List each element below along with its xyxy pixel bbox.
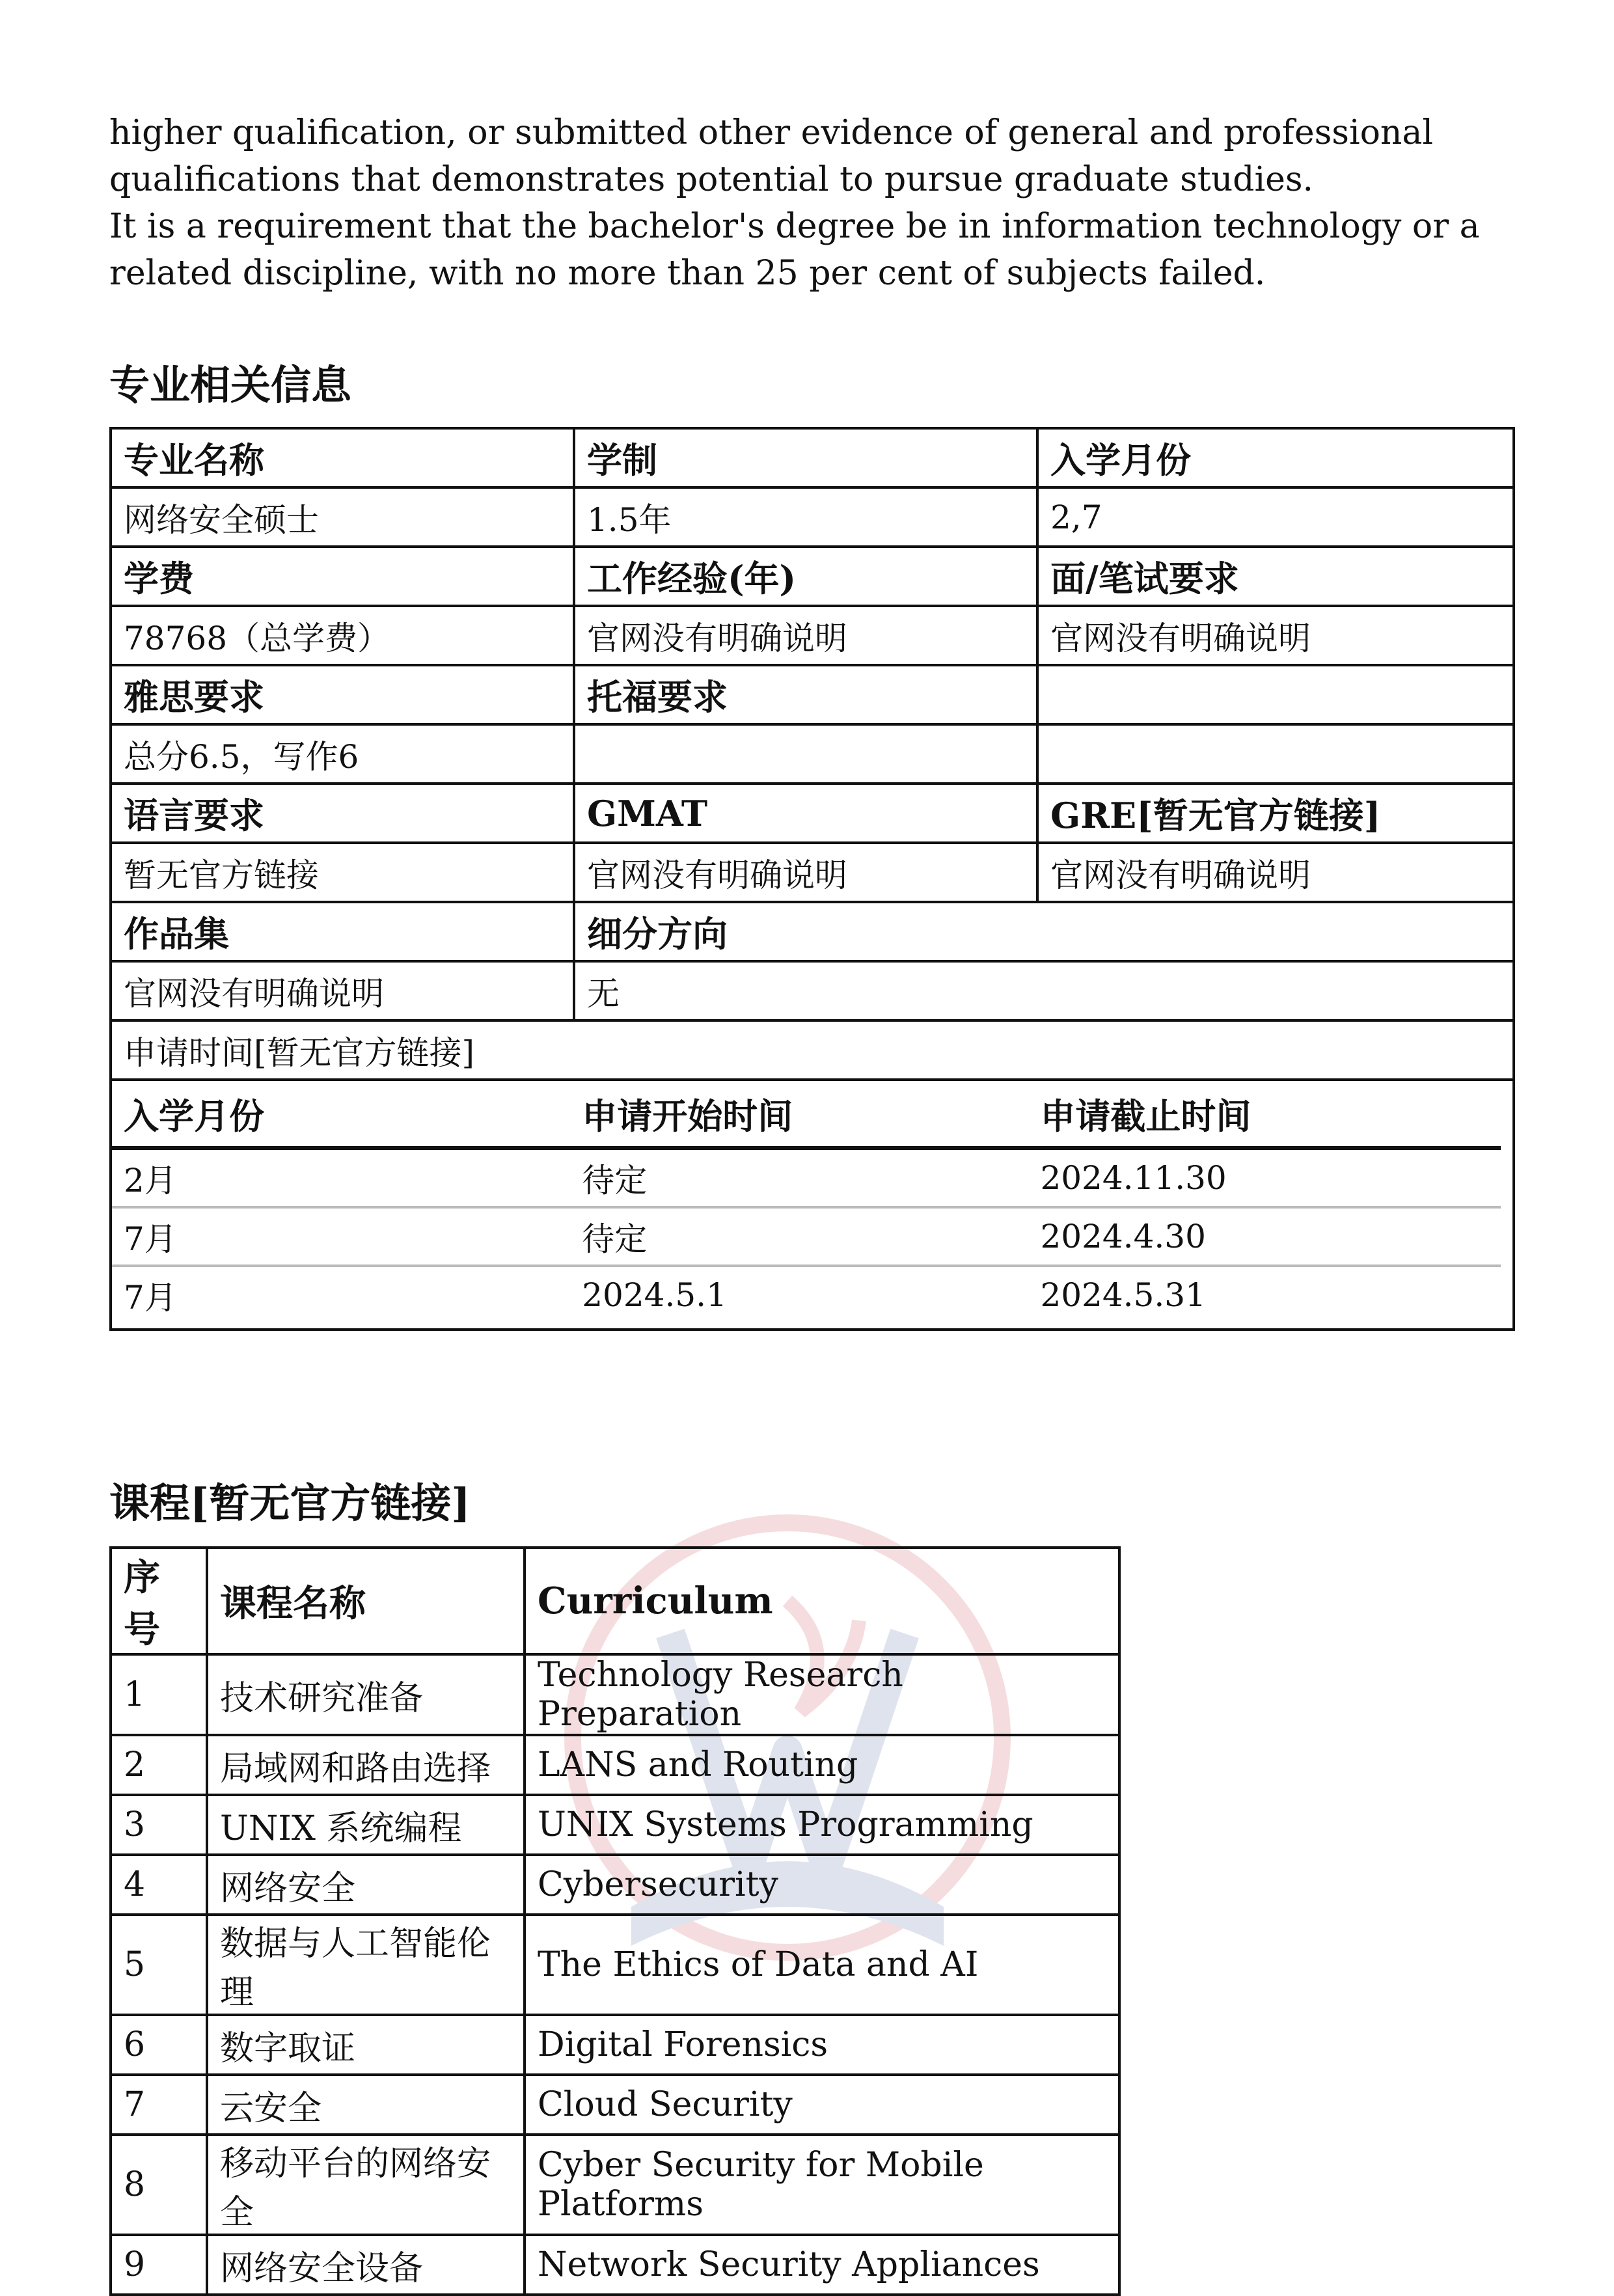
- table-row: [111, 1654, 1119, 1735]
- application-schedule-table: [112, 1081, 1501, 1323]
- course-name-cn: 移动平台的网络安全: [207, 2135, 525, 2235]
- value-gre: 官网没有明确说明: [1037, 843, 1514, 902]
- program-info-table: [109, 427, 1515, 1331]
- value-tuition: 78768（总学费）: [111, 606, 574, 665]
- course-index: 5: [111, 1915, 207, 2015]
- value-ielts: 总分6.5，写作6: [111, 724, 574, 784]
- curriculum-section-title: 课程[暂无官方链接]: [109, 1479, 471, 1527]
- schedule-header-intake: 入学月份: [112, 1081, 570, 1148]
- schedule-cell: 待定: [570, 1148, 1028, 1207]
- label-language: 语言要求: [111, 784, 574, 843]
- course-index: 3: [111, 1795, 207, 1855]
- schedule-cell: 2024.4.30: [1028, 1207, 1501, 1266]
- value-language: 暂无官方链接: [111, 843, 574, 902]
- label-ielts: 雅思要求: [111, 665, 574, 724]
- course-index: 2: [111, 1735, 207, 1795]
- course-index: 6: [111, 2015, 207, 2075]
- course-name-cn: 云安全: [207, 2075, 525, 2135]
- table-row: [112, 1207, 1501, 1266]
- schedule-cell: 7月: [112, 1207, 570, 1266]
- table-row: [111, 1855, 1119, 1915]
- label-toefl: 托福要求: [574, 665, 1037, 724]
- curriculum-table: [109, 1546, 1121, 2296]
- schedule-header-start: 申请开始时间: [570, 1081, 1028, 1148]
- value-work-exp: 官网没有明确说明: [574, 606, 1037, 665]
- schedule-container: [111, 1080, 1514, 1330]
- course-name-cn: 数据与人工智能伦理: [207, 1915, 525, 2015]
- course-name-en: Cyber Security for Mobile Platforms: [525, 2135, 1119, 2235]
- value-gmat: 官网没有明确说明: [574, 843, 1037, 902]
- table-row: [111, 1735, 1119, 1795]
- course-name-en: UNIX Systems Programming: [525, 1795, 1119, 1855]
- curriculum-header-name-en: Curriculum: [525, 1548, 1119, 1654]
- label-tuition: 学费: [111, 547, 574, 606]
- table-row: [111, 2075, 1119, 2135]
- course-name-en: Technology Research Preparation: [525, 1654, 1119, 1735]
- label-portfolio: 作品集: [111, 902, 574, 961]
- table-row: [112, 1148, 1501, 1207]
- course-name-en: Digital Forensics: [525, 2015, 1119, 2075]
- course-name-cn: 网络安全设备: [207, 2235, 525, 2295]
- course-index: 9: [111, 2235, 207, 2295]
- curriculum-header-index: 序号: [111, 1548, 207, 1654]
- label-gre: GRE[暂无官方链接]: [1037, 784, 1514, 843]
- course-name-cn: 数字取证: [207, 2015, 525, 2075]
- table-row: [111, 2235, 1119, 2295]
- label-intake-months: 入学月份: [1037, 428, 1514, 487]
- application-time-label: 申请时间[暂无官方链接]: [111, 1020, 1514, 1080]
- schedule-cell: 2月: [112, 1148, 570, 1207]
- course-name-cn: UNIX 系统编程: [207, 1795, 525, 1855]
- table-row: [111, 1795, 1119, 1855]
- value-interview: 官网没有明确说明: [1037, 606, 1514, 665]
- course-name-cn: 局域网和路由选择: [207, 1735, 525, 1795]
- label-specialization: 细分方向: [574, 902, 1514, 961]
- curriculum-header-name-cn: 课程名称: [207, 1548, 525, 1654]
- empty-cell: [1037, 724, 1514, 784]
- empty-cell: [1037, 665, 1514, 724]
- schedule-cell: 2024.5.1: [582, 1276, 727, 1314]
- label-major: 专业名称: [111, 428, 574, 487]
- course-name-en: Cloud Security: [525, 2075, 1119, 2135]
- course-name-en: LANS and Routing: [525, 1735, 1119, 1795]
- schedule-cell: 2024.5.31: [1040, 1276, 1206, 1314]
- course-name-cn: 技术研究准备: [207, 1654, 525, 1735]
- label-duration: 学制: [574, 428, 1037, 487]
- table-row: [111, 2135, 1119, 2235]
- value-specialization: 无: [574, 961, 1514, 1020]
- intro-paragraph-2: It is a requirement that the bachelor's degree be in information technology or a related discipline, with no more than 25 per cent of subjects failed.: [109, 207, 1480, 293]
- schedule-cell: 2024.11.30: [1028, 1148, 1501, 1207]
- table-row: [111, 2015, 1119, 2075]
- course-name-cn: 网络安全: [207, 1855, 525, 1915]
- value-toefl: [574, 724, 1037, 784]
- value-portfolio: 官网没有明确说明: [111, 961, 574, 1020]
- schedule-cell: 待定: [570, 1207, 1028, 1266]
- value-major: 网络安全硕士: [111, 487, 574, 547]
- schedule-cell: 7月: [124, 1279, 177, 1317]
- program-section-title: 专业相关信息: [109, 361, 352, 409]
- value-duration: 1.5年: [574, 487, 1037, 547]
- label-gmat: GMAT: [574, 784, 1037, 843]
- course-index: 8: [111, 2135, 207, 2235]
- course-name-en: The Ethics of Data and AI: [525, 1915, 1119, 2015]
- intro-text: [109, 109, 1509, 297]
- value-intake-months: 2,7: [1037, 487, 1514, 547]
- course-name-en: Cybersecurity: [525, 1855, 1119, 1915]
- label-work-exp: 工作经验(年): [574, 547, 1037, 606]
- course-name-en: Network Security Appliances: [525, 2235, 1119, 2295]
- table-row: [112, 1266, 1501, 1323]
- intro-paragraph-1: higher qualification, or submitted other evidence of general and professional qualifications that demonstrates potential to pursue graduate studies.: [109, 113, 1434, 199]
- schedule-header-deadline: 申请截止时间: [1028, 1081, 1501, 1148]
- table-row: [111, 1915, 1119, 2015]
- label-interview: 面/笔试要求: [1037, 547, 1514, 606]
- course-index: 1: [111, 1654, 207, 1735]
- course-index: 4: [111, 1855, 207, 1915]
- course-index: 7: [111, 2075, 207, 2135]
